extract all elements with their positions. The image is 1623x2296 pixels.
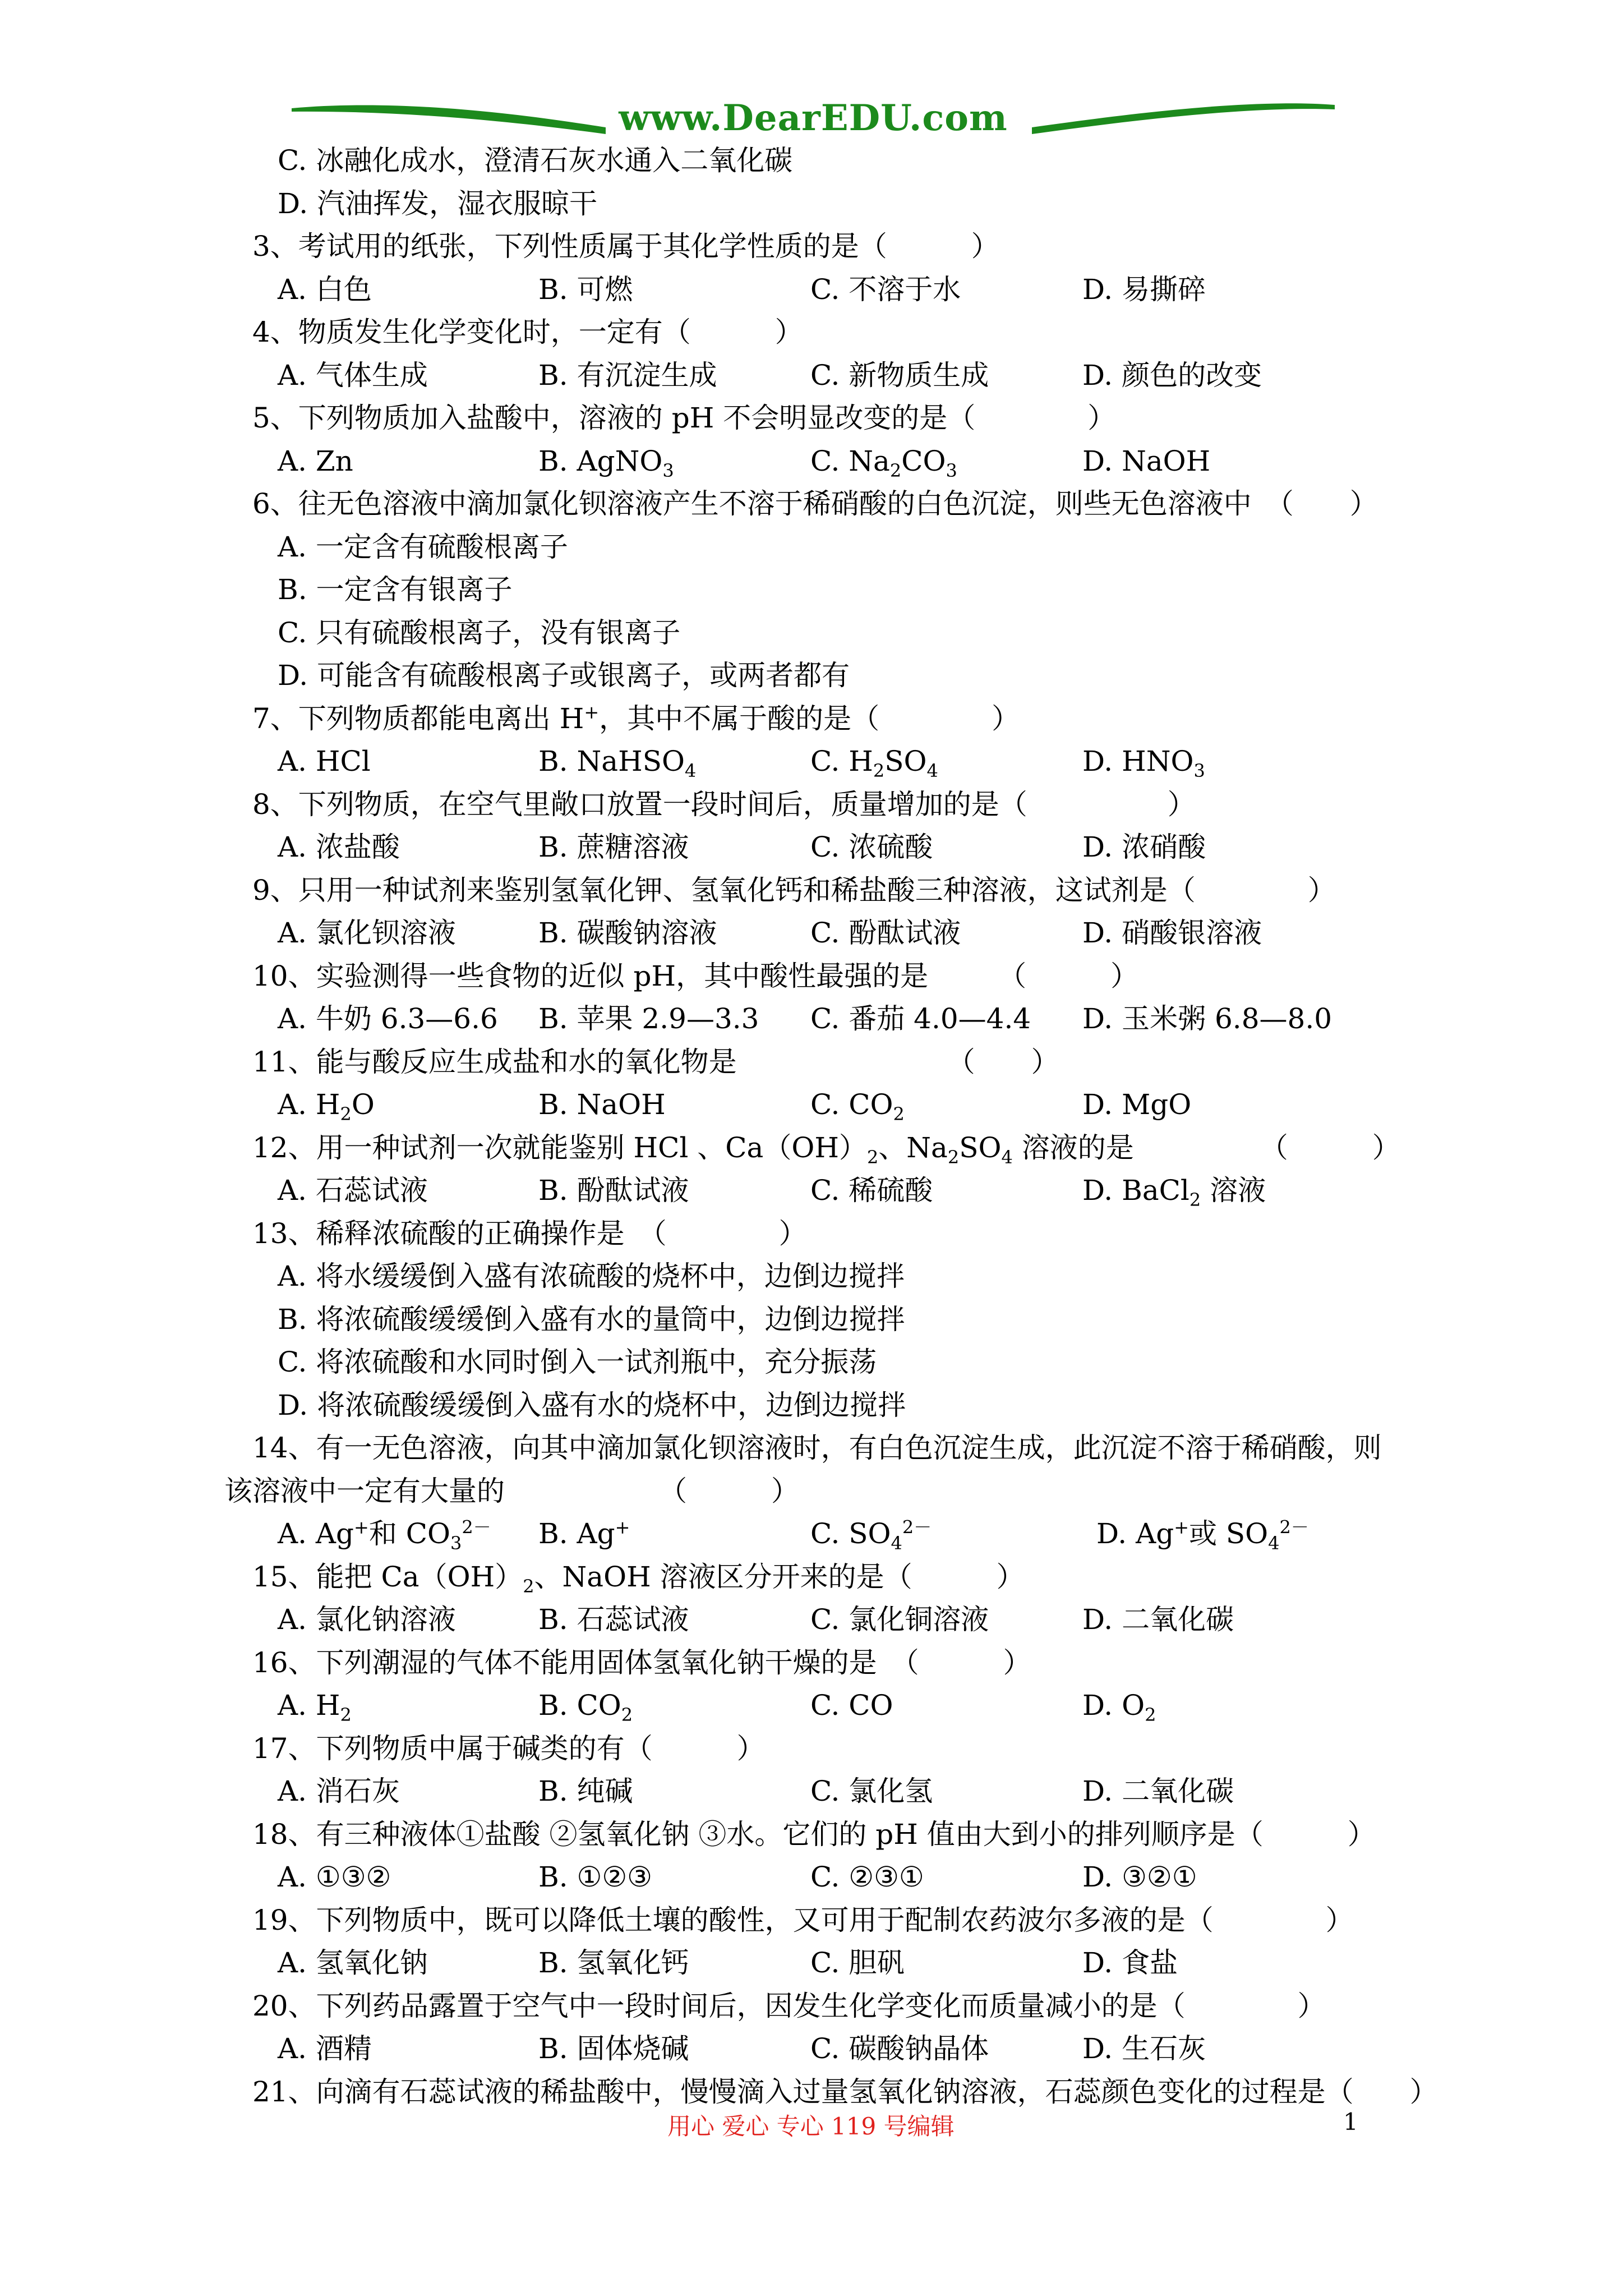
- question-line: 8、下列物质，在空气里敞口放置一段时间后，质量增加的是（ ）: [252, 788, 1196, 821]
- answer-option: B. Ag+: [538, 1516, 630, 1550]
- answer-option: A. Zn: [278, 444, 353, 477]
- answer-option: B. NaOH: [538, 1088, 666, 1121]
- answer-option: A. 气体生成: [278, 358, 428, 392]
- question-line: 4、物质发生化学变化时，一定有（ ）: [252, 316, 803, 348]
- option-line: B. 将浓硫酸缓缓倒入盛有水的量筒中，边倒边搅拌: [278, 1303, 905, 1336]
- option-line: D. 将浓硫酸缓缓倒入盛有水的烧杯中，边倒边搅拌: [278, 1388, 906, 1421]
- answer-option: D. 颜色的改变: [1082, 358, 1262, 392]
- answer-option: A. 白色: [278, 273, 372, 306]
- answer-option: C. $CO_2$: [810, 1088, 905, 1125]
- answer-option: D. 玉米粥 6.8—8.0: [1082, 1002, 1332, 1035]
- answer-option: C. 胆矾: [810, 1947, 905, 1979]
- answer-option: A. 消石灰: [278, 1775, 400, 1807]
- question-line: 18、有三种液体①盐酸 ②氢氧化钠 ③水。它们的 pH 值由大到小的排列顺序是（ ）: [252, 1818, 1376, 1851]
- option-line: C. 将浓硫酸和水同时倒入一试剂瓶中，充分振荡: [278, 1346, 877, 1378]
- answer-option: D. 生石灰: [1082, 2032, 1206, 2065]
- options-row: [224, 997, 1481, 1041]
- question-line: 13、稀释浓硫酸的正确操作是 （ ）: [252, 1217, 807, 1250]
- answer-option: C. 番茄 4.0—4.4: [810, 1002, 1031, 1035]
- answer-option: B. 酚酞试液: [538, 1174, 689, 1207]
- answer-option: A. 氯化钠溶液: [278, 1603, 456, 1636]
- answer-option: A. 氢氧化钠: [278, 1947, 428, 1979]
- options-row: [224, 440, 1481, 483]
- question-line: 19、下列物质中，既可以降低土壤的酸性，又可用于配制农药波尔多液的是（ ）: [252, 1903, 1354, 1936]
- option-line: C. 冰融化成水，澄清石灰水通入二氧化碳: [278, 144, 793, 177]
- options-row: [224, 354, 1481, 397]
- options-row: [224, 268, 1481, 311]
- answer-option: C. 不溶于水: [810, 273, 961, 306]
- answer-option: B. 有沉淀生成: [538, 358, 717, 392]
- answer-option: B. 固体烧碱: [538, 2032, 689, 2065]
- answer-option: D. $HNO_3$: [1082, 745, 1205, 781]
- option-line: A. 将水缓缓倒入盛有浓硫酸的烧杯中，边倒边搅拌: [278, 1260, 905, 1292]
- answer-option: C. 稀硫酸: [810, 1174, 933, 1207]
- answer-option: A. $H_2$: [278, 1689, 352, 1726]
- answer-option: B. 纯碱: [538, 1775, 633, 1807]
- options-row: [224, 1770, 1481, 1813]
- answer-option: D. BaCl$_2$ 溶液: [1082, 1174, 1266, 1211]
- answer-option: B. 可燃: [538, 273, 633, 306]
- question-line: 16、下列潮湿的气体不能用固体氢氧化钠干燥的是 （ ）: [252, 1646, 1031, 1679]
- question-line: 15、能把 $Ca(OH)_2$、NaOH 溶液区分开来的是（ ）: [252, 1560, 1025, 1597]
- options-row: [224, 1083, 1481, 1126]
- answer-option: C. 浓硫酸: [810, 831, 933, 863]
- answer-option: A. $H_2O$: [278, 1088, 375, 1125]
- options-row: [224, 826, 1481, 869]
- answer-option: B. NaHSO$_4$: [538, 745, 697, 781]
- answer-option: D. 易撕碎: [1082, 273, 1206, 306]
- question-continuation: 该溶液中一定有大量的 （ ）: [224, 1474, 799, 1507]
- answer-option: C. 新物质生成: [810, 358, 989, 392]
- answer-option: B. AgNO$_3$: [538, 444, 674, 481]
- answer-option: D. $O_2$: [1082, 1689, 1156, 1726]
- answer-option: A. 酒精: [278, 2032, 372, 2065]
- answer-option: C. 氯化氢: [810, 1775, 933, 1807]
- answer-option: B. ①②③: [538, 1861, 653, 1893]
- options-row: [224, 1512, 1481, 1556]
- answer-option: C. ②③①: [810, 1861, 924, 1893]
- answer-option: B. 石蕊试液: [538, 1603, 689, 1636]
- question-line: 3、考试用的纸张，下列性质属于其化学性质的是（ ）: [252, 230, 999, 263]
- answer-option: C. 碳酸钠晶体: [810, 2032, 989, 2065]
- question-line: 12、用一种试剂一次就能鉴别 HCl 、$Ca(OH)_2$、$Na_2SO_4$ 溶液的是 （ ）: [252, 1131, 1400, 1168]
- option-line: C. 只有硫酸根离子，没有银离子: [278, 616, 681, 649]
- question-line: 21、向滴有石蕊试液的稀盐酸中，慢慢滴入过量氢氧化钠溶液，石蕊颜色变化的过程是（ ）: [252, 2075, 1438, 2108]
- page-number: 1: [1343, 2108, 1358, 2136]
- answer-option: C. $SO_4^{2-}$: [810, 1516, 932, 1554]
- exam-content: [224, 139, 1481, 2113]
- site-logo-text: www.DearEDU.com: [619, 97, 1008, 139]
- footer-slogan: 用心 爱心 专心 119 号编辑: [667, 2113, 955, 2140]
- answer-option: D. 二氧化碳: [1082, 1775, 1234, 1807]
- answer-option: D. Ag+或 $SO_4^{2-}$: [1096, 1516, 1309, 1554]
- options-row: [224, 2027, 1481, 2070]
- question-line: 10、实验测得一些食物的近似 pH，其中酸性最强的是 （ ）: [252, 959, 1139, 992]
- answer-option: B. 蔗糖溶液: [538, 831, 689, 863]
- question-line: 14、有一无色溶液，向其中滴加氯化钡溶液时，有白色沉淀生成，此沉淀不溶于稀硝酸，则: [252, 1432, 1382, 1464]
- answer-option: C. $Na_2CO_3$: [810, 444, 957, 481]
- answer-option: D. NaOH: [1082, 444, 1211, 477]
- answer-option: C. $H_2SO_4$: [810, 745, 938, 781]
- options-row: [224, 740, 1481, 783]
- option-line: A. 一定含有硫酸根离子: [278, 530, 568, 563]
- question-line: 17、下列物质中属于碱类的有（ ）: [252, 1732, 765, 1765]
- question-line: 11、能与酸反应生成盐和水的氧化物是 （ ）: [252, 1045, 1059, 1078]
- answer-option: A. Ag+和 $CO_3^{2-}$: [278, 1516, 491, 1554]
- answer-option: B. 氢氧化钙: [538, 1947, 689, 1979]
- options-row: [224, 1684, 1481, 1727]
- options-row: [224, 1941, 1481, 1985]
- question-line: 6、往无色溶液中滴加氯化钡溶液产生不溶于稀硝酸的白色沉淀，则些无色溶液中 （ ）: [252, 487, 1378, 520]
- options-row: [224, 912, 1481, 955]
- answer-option: B. $CO_2$: [538, 1689, 633, 1726]
- page-footer: [0, 2108, 1623, 2142]
- answer-option: A. 牛奶 6.3—6.6: [278, 1002, 498, 1035]
- answer-option: D. ③②①: [1082, 1861, 1197, 1893]
- options-row: [224, 1169, 1481, 1212]
- answer-option: A. ①③②: [278, 1861, 391, 1893]
- option-line: D. 可能含有硫酸根离子或银离子，或两者都有: [278, 659, 850, 692]
- option-line: D. 汽油挥发，湿衣服晾干: [278, 187, 598, 220]
- question-line: 20、下列药品露置于空气中一段时间后，因发生化学变化而质量减小的是（ ）: [252, 1989, 1326, 2022]
- answer-option: A. 石蕊试液: [278, 1174, 428, 1207]
- question-line: 9、只用一种试剂来鉴别氢氧化钾、氢氧化钙和稀盐酸三种溶液，这试剂是（ ）: [252, 873, 1336, 907]
- answer-option: C. CO: [810, 1689, 893, 1722]
- answer-option: B. 碳酸钠溶液: [538, 917, 717, 949]
- answer-option: D. 浓硝酸: [1082, 831, 1206, 863]
- answer-option: A. 浓盐酸: [278, 831, 400, 863]
- answer-option: D. 二氧化碳: [1082, 1603, 1234, 1636]
- answer-option: C. 氯化铜溶液: [810, 1603, 989, 1636]
- answer-option: C. 酚酞试液: [810, 917, 961, 949]
- options-row: [224, 1598, 1481, 1641]
- answer-option: D. MgO: [1082, 1088, 1192, 1121]
- answer-option: B. 苹果 2.9—3.3: [538, 1002, 759, 1035]
- question-line: 5、下列物质加入盐酸中，溶液的 pH 不会明显改变的是（ ）: [252, 402, 1116, 434]
- question-line: 7、下列物质都能电离出 H+，其中不属于酸的是（ ）: [252, 701, 1020, 735]
- options-row: [224, 1856, 1481, 1899]
- answer-option: D. 硝酸银溶液: [1082, 917, 1262, 949]
- answer-option: D. 食盐: [1082, 1947, 1178, 1979]
- answer-option: A. 氯化钡溶液: [278, 917, 456, 949]
- option-line: B. 一定含有银离子: [278, 573, 513, 606]
- answer-option: A. HCl: [278, 745, 371, 777]
